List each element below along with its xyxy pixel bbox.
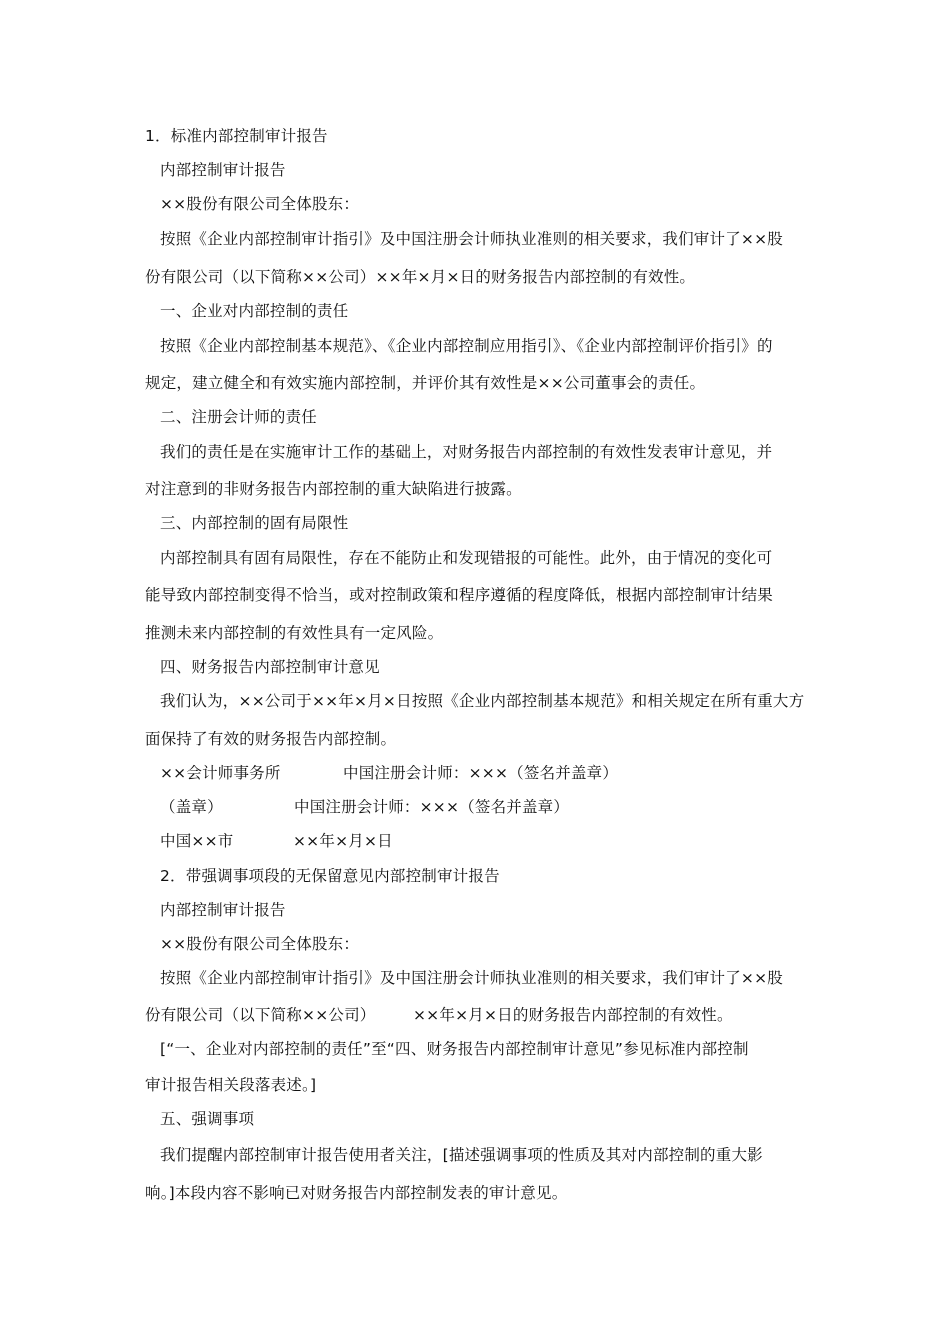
signature-city: 中国××市	[160, 832, 234, 850]
heading-1: 一、企业对内部控制的责任	[160, 302, 349, 320]
intro-line-1: 按照《企业内部控制审计指引》及中国注册会计师执业准则的相关要求，我们审计了××股	[160, 230, 783, 248]
heading-2: 二、注册会计师的责任	[160, 408, 318, 426]
reference-line-1: [“一、企业对内部控制的责任”至“四、财务报告内部控制审计意见”参见标准内部控制	[160, 1040, 749, 1058]
reference-line-2: 审计报告相关段落表述。]	[145, 1076, 317, 1094]
heading-5: 五、强调事项	[160, 1110, 255, 1128]
signature-firm: ××会计师事务所	[160, 764, 281, 782]
intro2-line-2a: 份有限公司（以下简称××公司）	[145, 1006, 376, 1024]
para-4-line-1: 我们认为，××公司于××年×月×日按照《企业内部控制基本规范》和相关规定在所有重大方	[160, 692, 805, 710]
signature-cpa-2: 中国注册会计师：×××（签名并盖章）	[294, 798, 570, 816]
report-title: 内部控制审计报告	[160, 161, 286, 179]
para-2-line-2: 对注意到的非财务报告内部控制的重大缺陷进行披露。	[145, 480, 522, 498]
para-2-line-1: 我们的责任是在实施审计工作的基础上，对财务报告内部控制的有效性发表审计意见，并	[160, 443, 773, 461]
para-3-line-3: 推测未来内部控制的有效性具有一定风险。	[145, 624, 444, 642]
para-3-line-1: 内部控制具有固有局限性，存在不能防止和发现错报的可能性。此外，由于情况的变化可	[160, 549, 773, 567]
addressee-2: ××股份有限公司全体股东：	[160, 935, 360, 953]
intro2-line-1: 按照《企业内部控制审计指引》及中国注册会计师执业准则的相关要求，我们审计了××股	[160, 969, 783, 987]
signature-date: ××年×月×日	[293, 832, 393, 850]
para-5-line-2: 响。]本段内容不影响已对财务报告内部控制发表的审计意见。	[145, 1184, 568, 1202]
heading-3: 三、内部控制的固有局限性	[160, 514, 349, 532]
para-3-line-2: 能导致内部控制变得不恰当，或对控制政策和程序遵循的程度降低，根据内部控制审计结果	[145, 586, 774, 604]
addressee: ××股份有限公司全体股东：	[160, 195, 360, 213]
para-5-line-1: 我们提醒内部控制审计报告使用者关注，[描述强调事项的性质及其对内部控制的重大影	[160, 1146, 763, 1164]
intro2-line-2b: ××年×月×日的财务报告内部控制的有效性。	[413, 1006, 733, 1024]
signature-cpa-1: 中国注册会计师：×××（签名并盖章）	[343, 764, 619, 782]
intro-line-2: 份有限公司（以下简称××公司）××年×月×日的财务报告内部控制的有效性。	[145, 268, 696, 286]
signature-seal: （盖章）	[160, 798, 223, 816]
report-title-2: 内部控制审计报告	[160, 901, 286, 919]
section-title-1: 1．标准内部控制审计报告	[145, 127, 328, 145]
section-title-2: 2．带强调事项段的无保留意见内部控制审计报告	[160, 867, 500, 885]
para-4-line-2: 面保持了有效的财务报告内部控制。	[145, 730, 397, 748]
para-1-line-1: 按照《企业内部控制基本规范》、《企业内部控制应用指引》、《企业内部控制评价指引》的	[160, 337, 773, 355]
heading-4: 四、财务报告内部控制审计意见	[160, 658, 380, 676]
para-1-line-2: 规定，建立健全和有效实施内部控制，并评价其有效性是××公司董事会的责任。	[145, 374, 706, 392]
